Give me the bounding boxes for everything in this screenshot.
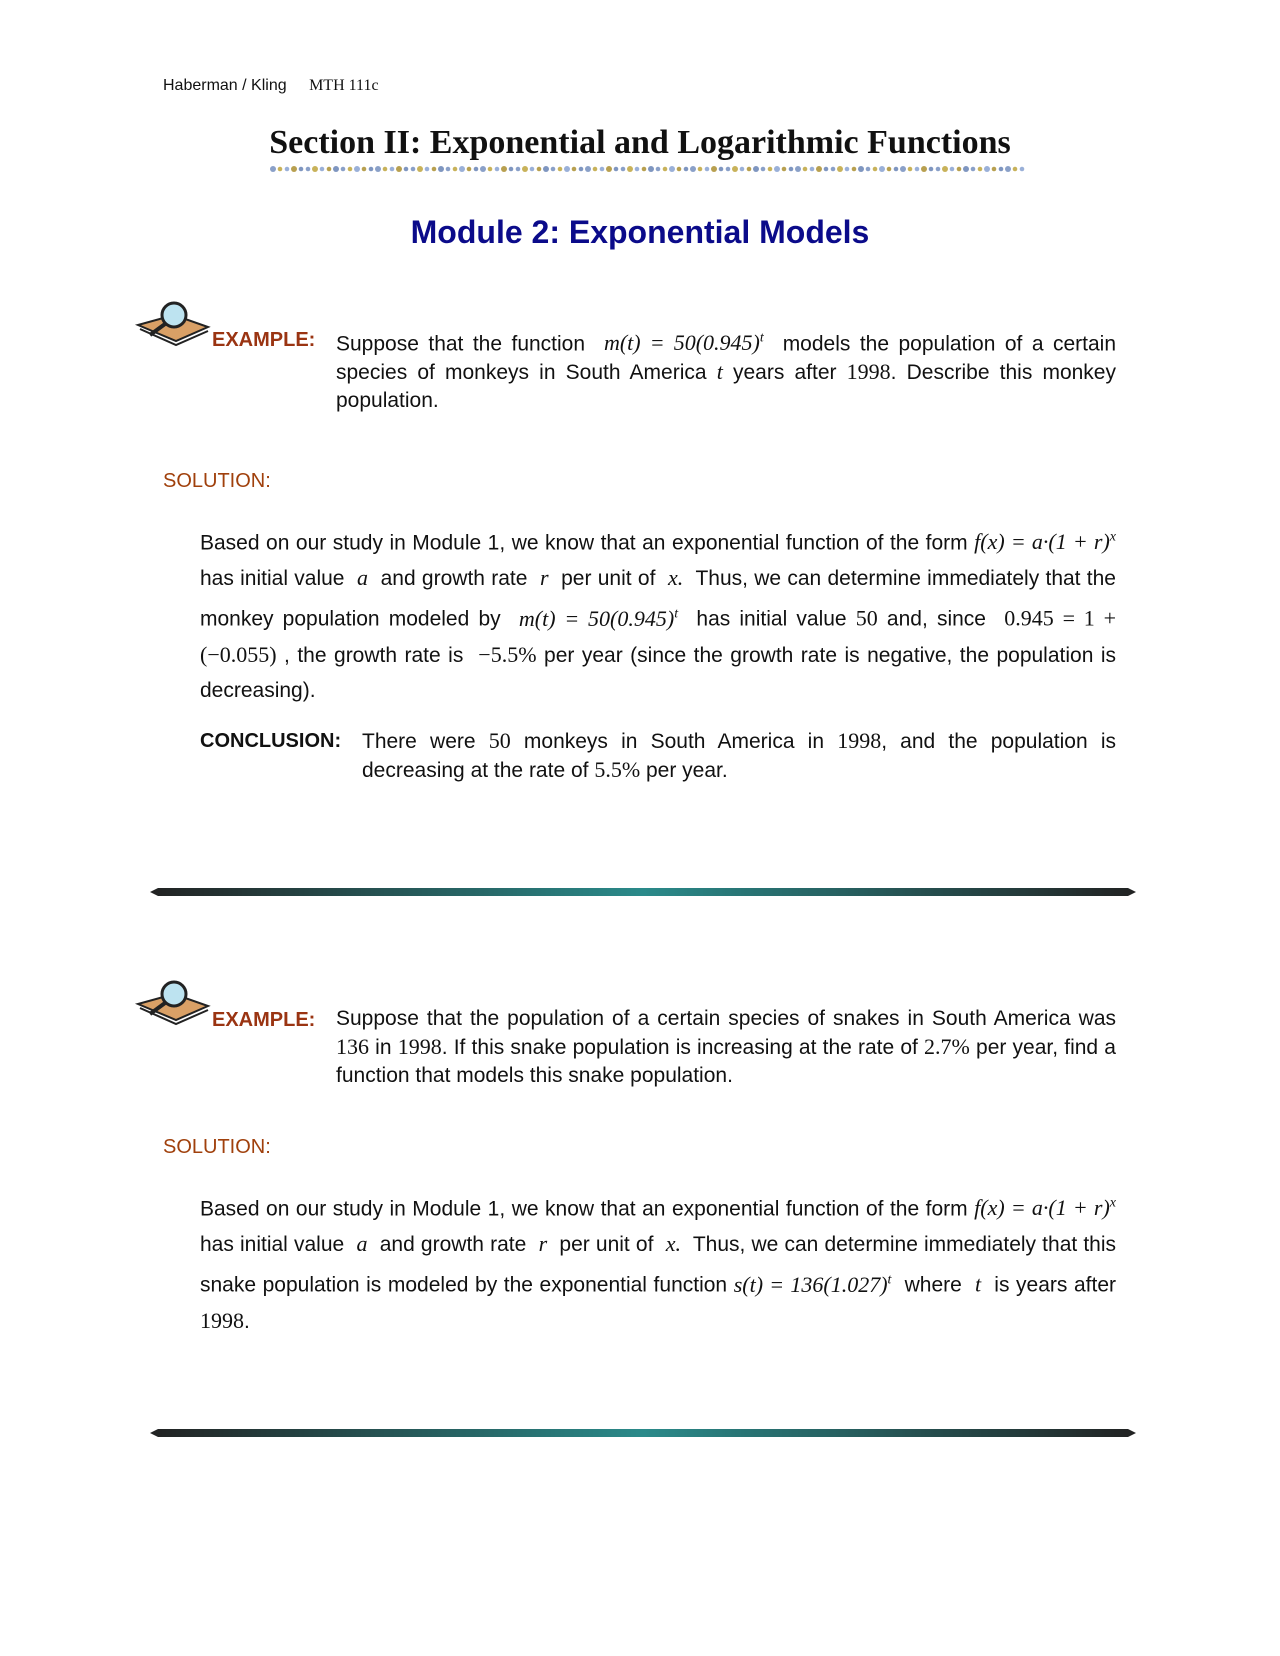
decorative-dot [761,167,766,172]
decorative-dot [621,167,626,172]
decorative-dot [438,166,444,172]
decorative-dot [747,167,752,172]
text-segment: per unit of [561,567,656,591]
decorative-dot [698,167,703,172]
decorative-dot [270,166,276,172]
decorative-dot [971,167,976,172]
decorative-dot [999,167,1004,172]
text-segment: . If this snake population is increasing at the rate of [441,1036,918,1059]
math-var: a [356,1231,368,1257]
math-form [974,529,1116,554]
decorative-dot [642,167,647,172]
text-segment: Thus, we can determine immediately that this snake population is modeled by the exponential function [200,1233,1117,1297]
conclusion-text [362,727,1116,785]
decorative-dot [936,167,941,172]
decorative-dot [306,167,311,172]
text-segment: . Describe this monkey population. [336,361,1116,413]
solution-1-text [200,520,1116,708]
math-number: 1998 [846,359,891,385]
math-var: r [538,1231,548,1257]
math-number: 50 [488,728,511,753]
math-function [604,330,764,355]
decorative-dot [453,167,458,172]
text-segment: Thus, we can determine immediately that the monkey population modeled by [200,567,1116,631]
decorative-dot [768,167,773,172]
conclusion-label: CONCLUSION: [200,730,342,752]
text-segment: Based on our study in Module 1, we know that an exponential function of the form [200,1197,968,1221]
decorative-dot [369,167,374,172]
decorative-dot [795,166,801,172]
decorative-dot [593,167,598,172]
decorative-dot [782,167,787,172]
text-segment: per unit of [559,1233,654,1257]
decorative-dot [572,167,577,172]
text-segment: per year, find a function that models this snake population. [336,1036,1116,1087]
text-segment: where [904,1273,962,1297]
decorative-dot [522,166,528,172]
decorative-dot [726,167,731,172]
math-expr: m(t) = 50(0.945) [518,605,675,631]
math-number: 50 [855,605,878,631]
math-number: 2.7% [924,1034,970,1059]
decorative-dot [690,166,696,172]
decorative-dot [564,166,570,172]
text-segment: and growth rate [379,1233,527,1257]
decorative-dot [579,167,584,172]
decorative-dot [614,167,619,172]
decorative-dot [684,167,689,172]
decorative-dot [1020,167,1025,172]
text-segment: has initial value [696,607,847,631]
text-segment: and growth rate [380,567,528,591]
math-function [519,606,678,631]
decorative-dot [432,167,437,172]
decorative-dot [404,167,409,172]
text-segment: is years after [994,1273,1116,1297]
text-segment: , the growth rate is [284,643,464,667]
decorative-dot [459,166,465,172]
text-segment: , and the population is decreasing at the rate of [362,730,1116,782]
example-2-label: EXAMPLE: [212,1009,316,1031]
decorative-dot [1005,166,1011,172]
math-var: t [974,1271,982,1297]
decorative-dot [879,166,885,172]
solution-1-label: SOLUTION: [163,470,271,492]
decorative-dot [333,166,339,172]
decorative-dot [824,167,829,172]
solution-2-text [200,1186,1116,1339]
decorative-dot [831,167,836,172]
page-header [163,77,379,95]
decorative-dot [803,167,808,172]
decorative-dot [866,167,871,172]
decorative-dot [383,167,388,172]
decorative-dot [327,167,332,172]
text-segment: has initial value [200,567,345,591]
math-var: x. [667,565,684,591]
decorative-dot [900,166,906,172]
math-var: x. [665,1231,681,1257]
math-equation: 0.945 = 1 + (−0.055) [200,605,1117,667]
math-expr: f(x) = a·(1 + r) [974,529,1110,555]
text-segment: . [244,1309,250,1333]
decorative-dot [732,166,738,172]
decorative-dot [537,167,542,172]
math-expr: m(t) = 50(0.945) [603,330,760,356]
math-exponent: t [674,606,679,622]
decorative-dot [810,167,815,172]
decorative-dot [543,166,549,172]
decorative-dot [816,166,822,172]
text-segment: and, since [886,607,986,631]
text-segment: in [375,1036,392,1059]
math-expr: f(x) = a·(1 + r) [974,1195,1110,1221]
text-segment: models the population of a certain species of monkeys in South America [336,332,1117,385]
text-segment: monkeys in South America in [523,730,825,753]
decorative-dot [606,166,612,172]
decorative-dot [852,167,857,172]
decorative-dot [887,167,892,172]
text-segment: years after [732,361,837,385]
decorative-dot [285,167,290,172]
decorative-dot [978,167,983,172]
solution-2-label: SOLUTION: [163,1136,271,1158]
decorative-dot [627,166,633,172]
math-var: t [716,359,723,385]
decorative-dot [320,167,325,172]
decorative-dot [915,167,920,172]
decorative-dot [950,167,955,172]
math-exponent: t [887,1272,892,1288]
decorative-dot [705,167,710,172]
math-var: a [357,565,369,591]
magnifying-glass-book-icon [134,297,214,349]
decorative-dot [299,167,304,172]
math-exponent: x [1109,530,1116,545]
decorative-dot [390,167,395,172]
decorative-dot [396,166,402,172]
decorative-dot [873,167,878,172]
decorative-dot [908,167,913,172]
math-number: 1998 [837,728,882,753]
header-authors: Haberman / Kling [163,77,287,94]
decorative-dot [740,167,745,172]
decorative-dot [677,167,682,172]
decorative-dot [411,167,416,172]
magnifying-glass-book-icon [134,976,214,1028]
example-1-label: EXAMPLE: [212,329,316,351]
section-title: Section II: Exponential and Logarithmic Functions [269,124,1011,161]
example-1-text [336,325,1116,415]
text-segment: has initial value [200,1233,345,1257]
decorative-dot [375,166,381,172]
math-expr: s(t) = 136(1.027) [733,1271,888,1297]
text-segment: There were [362,730,476,753]
module-title: Module 2: Exponential Models [410,214,870,250]
decorative-dot [278,167,283,172]
decorative-dot [669,166,675,172]
decorative-dot [417,166,423,172]
decorative-dot [663,167,668,172]
decorative-dot [845,167,850,172]
decorative-dot [425,167,430,172]
math-number: −5.5% [478,641,537,667]
decorative-dot [291,166,297,172]
decorative-dot [516,167,521,172]
decorative-dot [929,167,934,172]
decorative-dot [942,166,948,172]
decorative-dot [558,167,563,172]
decorative-dot [312,166,318,172]
decorative-dot [635,167,640,172]
section-divider [150,1428,1136,1438]
decorative-dot [474,167,479,172]
decorative-dot [894,167,899,172]
decorative-dot [341,167,346,172]
decorative-dot [488,167,493,172]
decorative-dot [921,166,927,172]
decorative-dot [789,167,794,172]
decorative-dot [963,166,969,172]
decorative-dot [656,167,661,172]
math-number: 5.5% [594,757,641,782]
decorative-dot [719,167,724,172]
decorative-dot [774,166,780,172]
decorative-dot [467,167,472,172]
example-2-text [336,1005,1116,1090]
decorative-dot-border [270,164,1026,174]
decorative-dot [585,166,591,172]
decorative-dot [711,166,717,172]
math-number: 1998 [397,1034,442,1059]
decorative-dot [858,166,864,172]
decorative-dot [753,166,759,172]
decorative-dot [648,166,654,172]
math-number: 1998 [200,1307,244,1333]
header-course: MTH 111c [309,77,379,94]
math-exponent: t [759,331,764,346]
math-form [974,1195,1116,1220]
text-segment: per year (since the growth rate is negative, the population is decreasing). [200,643,1117,702]
decorative-dot [446,167,451,172]
decorative-dot [348,167,353,172]
text-segment: Suppose that the function [336,332,586,356]
decorative-dot [480,166,486,172]
decorative-dot [354,166,360,172]
decorative-dot [837,166,843,172]
math-var: r [540,565,549,591]
decorative-dot [957,167,962,172]
math-exponent: x [1109,1196,1116,1211]
text-segment: Based on our study in Module 1, we know that an exponential function of the form [200,531,968,555]
decorative-dot [495,167,500,172]
decorative-dot [530,167,535,172]
section-divider [150,887,1136,897]
decorative-dot [600,167,605,172]
decorative-dot [992,167,997,172]
decorative-dot [1013,167,1018,172]
decorative-dot [509,167,514,172]
decorative-dot [362,167,367,172]
decorative-dot [551,167,556,172]
decorative-dot [501,166,507,172]
math-function [734,1272,892,1297]
text-segment: Suppose that the population of a certain species of snakes in South America was [336,1007,1116,1030]
text-segment: per year. [646,759,728,782]
decorative-dot [984,166,990,172]
math-number: 136 [336,1034,369,1059]
